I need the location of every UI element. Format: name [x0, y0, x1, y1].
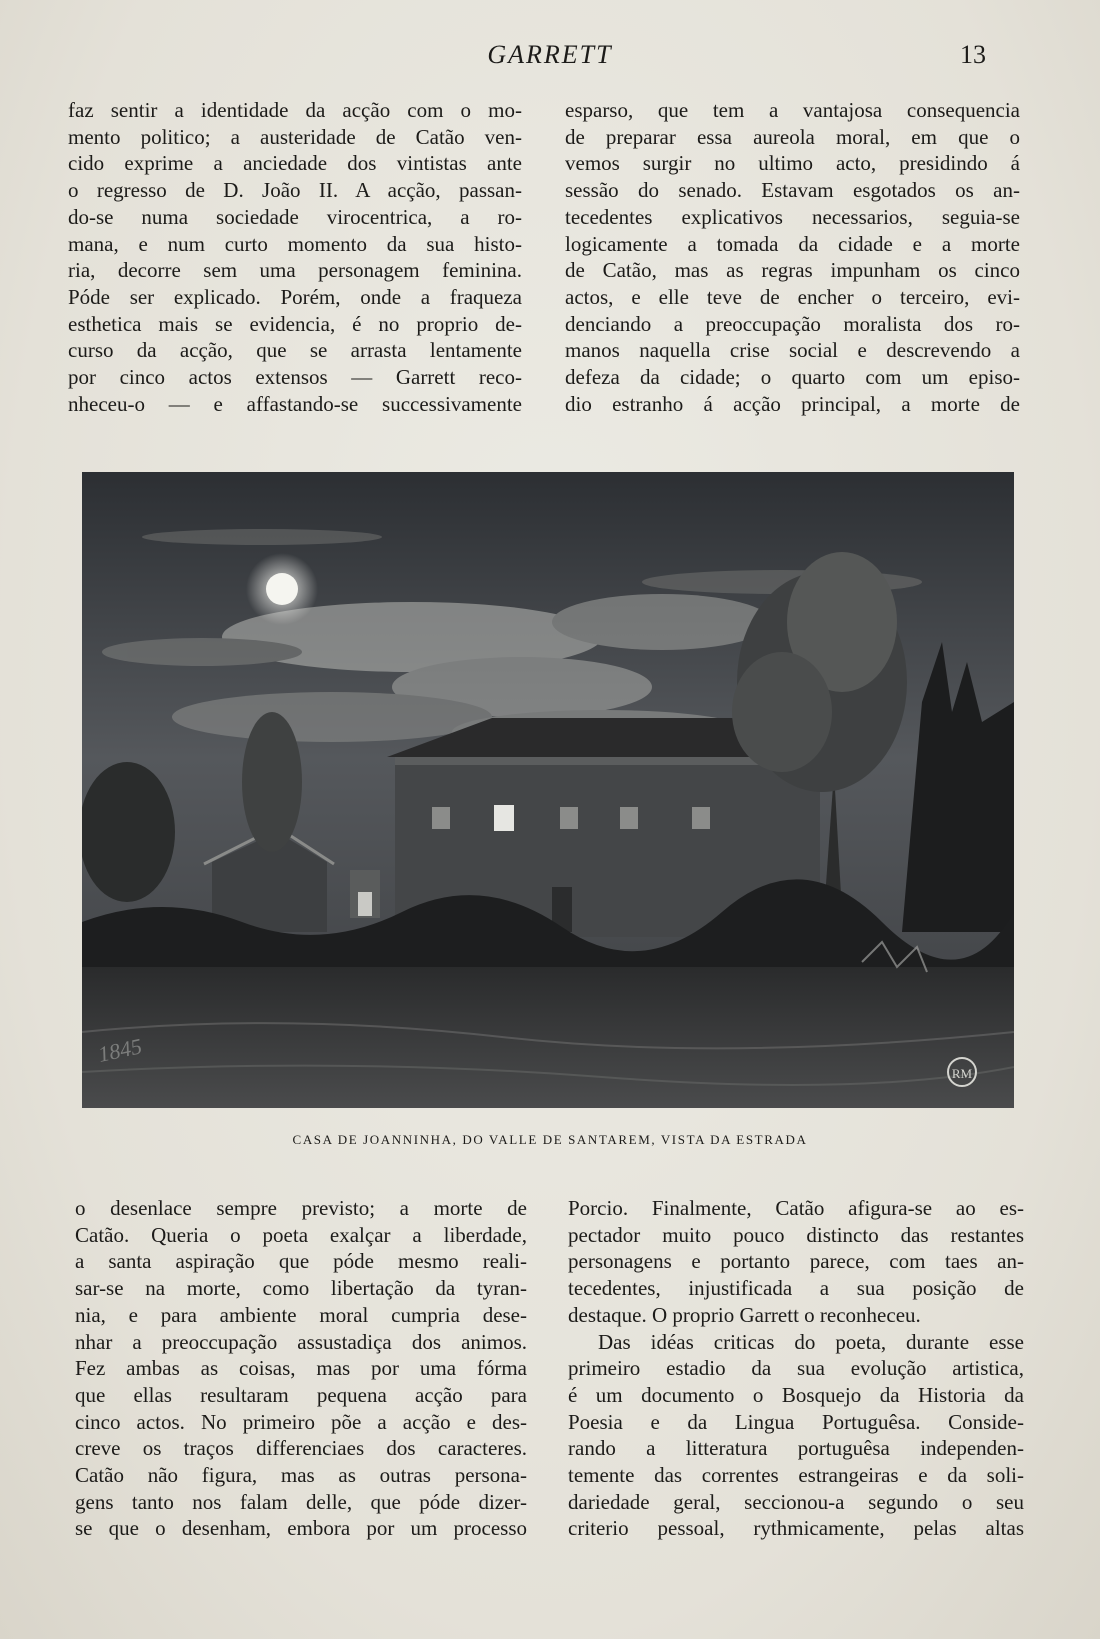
text-line: sar-se na morte, como libertação da tyran- — [75, 1276, 527, 1301]
figure-caption: CASA DE JOANNINHA, DO VALLE DE SANTAREM, VISTA DA ESTRADA — [292, 1132, 808, 1147]
text-line: gens tanto nos falam delle, que póde dizer- — [75, 1489, 527, 1514]
text-column-bottom-right — [568, 1195, 1024, 1542]
text-line: cinco actos. No primeiro põe a acção e des- — [75, 1409, 527, 1434]
painting-signature: 1845 — [95, 1033, 145, 1067]
text-line: é um documento o Bosquejo da Historia da — [568, 1382, 1024, 1407]
ground — [82, 967, 1014, 1108]
text-line: o desenlace sempre previsto; a morte de — [75, 1196, 527, 1220]
text-line: Catão não figura, mas as outras persona- — [75, 1463, 527, 1488]
text-line: rando a litteratura portuguêsa independen- — [568, 1436, 1024, 1461]
text-line: Póde ser explicado. Porém, onde a fraqueza — [68, 284, 522, 309]
text-column-top-left — [68, 97, 522, 417]
text-line: nia, e para ambiente moral cumpria dese- — [75, 1302, 527, 1327]
text-line: de Catão, mas as regras impunham os cinco — [565, 258, 1020, 283]
text-line: sessão do senado. Estavam esgotados os an- — [565, 178, 1020, 203]
text-line: tecedentes explicativos necessarios, seguia-se — [565, 204, 1020, 229]
text-line: nheceu-o — e affastando-se successivamente — [68, 391, 522, 416]
text-line: creve os traços differenciaes dos caracteres. — [75, 1436, 527, 1461]
text-line: Fez ambas as coisas, mas por uma fórma — [75, 1356, 527, 1381]
text-line: dariedade geral, seccionou-a segundo o seu — [568, 1489, 1024, 1514]
text-line: nhar a preoccupação assustadiça dos animos. — [75, 1329, 527, 1354]
illustration-house-night — [82, 472, 1014, 1108]
text-line: que ellas resultaram pequena acção para — [75, 1382, 527, 1407]
text-line: o regresso de D. João II. A acção, passan- — [68, 178, 522, 203]
text-line: manos naquella crise social e descrevendo a — [565, 338, 1020, 363]
monogram-text: RM — [951, 1066, 973, 1081]
text-column-bottom-left — [75, 1195, 527, 1542]
text-line: cido exprime a anciedade dos vintistas ante — [68, 151, 522, 176]
text-line: faz sentir a identidade da acção com o mo- — [68, 98, 522, 122]
text-line: personagens e portanto parece, com taes an- — [568, 1249, 1024, 1274]
text-line: tecedentes, injustificada a sua posição de — [568, 1276, 1024, 1301]
running-header: GARRETT — [487, 40, 613, 69]
text-line: esparso, que tem a vantajosa consequencia — [565, 98, 1020, 122]
text-line: ria, decorre sem uma personagem feminina. — [68, 258, 522, 283]
text-line: do-se numa sociedade virocentrica, a ro- — [68, 204, 522, 229]
text-line: de preparar essa aureola moral, em que o — [565, 124, 1020, 149]
text-line: por cinco actos extensos — Garrett reco- — [68, 365, 522, 390]
text-line: a santa aspiração que póde mesmo reali- — [75, 1249, 527, 1274]
text-line: temente das correntes estrangeiras e da soli- — [568, 1463, 1024, 1488]
text-line: destaque. O proprio Garrett o reconheceu. — [568, 1302, 921, 1327]
text-line: Catão. Queria o poeta exalçar a liberdade, — [75, 1222, 527, 1247]
text-line: primeiro estadio da sua evolução artistica, — [568, 1356, 1024, 1381]
text-line: logicamente a tomada da cidade e a morte — [565, 231, 1020, 256]
text-line: mana, e num curto momento da sua histo- — [68, 231, 522, 256]
text-line: defeza da cidade; o quarto com um episo- — [565, 365, 1020, 390]
text-line: pectador muito pouco distincto das restantes — [568, 1222, 1024, 1247]
page-number: 13 — [960, 40, 986, 69]
text-line: vemos surgir no ultimo acto, presidindo á — [565, 151, 1020, 176]
text-column-top-right — [565, 97, 1020, 417]
text-line: dio estranho á acção principal, a morte de — [565, 391, 1020, 416]
text-line: se que o desenham, embora por um processo — [75, 1516, 527, 1541]
text-line: actos, e elle teve de encher o terceiro, evi- — [565, 284, 1020, 309]
text-line: criterio pessoal, rythmicamente, pelas altas — [568, 1516, 1024, 1541]
text-line: denciando a preoccupação moralista dos ro- — [565, 311, 1020, 336]
text-line: Das idéas criticas do poeta, durante esse — [598, 1329, 1024, 1354]
text-line: curso da acção, que se arrasta lentamente — [68, 338, 522, 363]
text-line: Poesia e da Lingua Portuguêsa. Conside- — [568, 1409, 1024, 1434]
text-line: mento politico; a austeridade de Catão ven- — [68, 124, 522, 149]
text-line: Porcio. Finalmente, Catão afigura-se ao es- — [568, 1196, 1024, 1220]
text-line: esthetica mais se evidencia, é no proprio de- — [68, 311, 522, 336]
moon — [266, 573, 298, 605]
